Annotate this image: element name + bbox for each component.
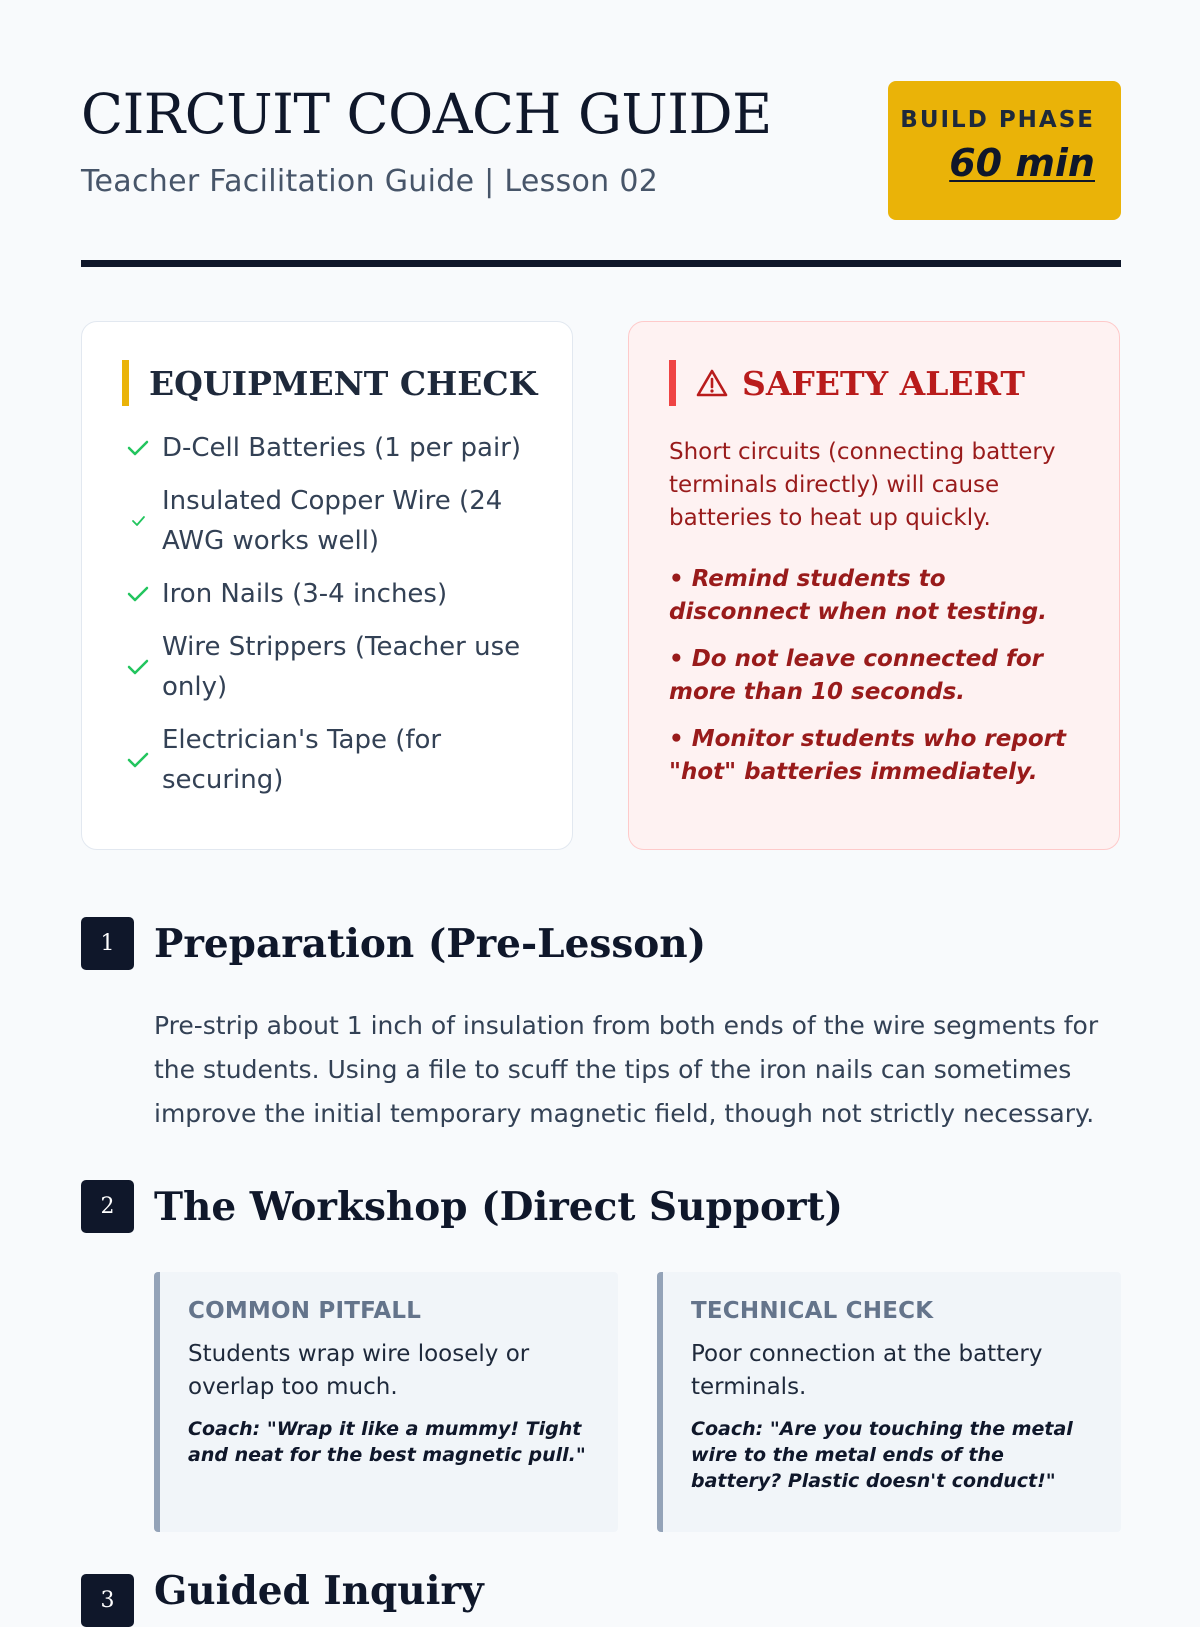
page-header — [81, 0, 1121, 268]
list-item — [122, 720, 532, 800]
section-number: 1 — [81, 917, 134, 970]
equipment-item-label: Iron Nails (3-4 inches) — [162, 579, 448, 609]
equipment-item-label: Electrician's Tape (for securing) — [162, 725, 442, 795]
tip-coach-quote: Coach: "Are you touching the metal wire to the metal ends of the battery? Plastic doesn't conduct!" — [691, 1418, 1073, 1492]
guide-page — [81, 0, 1121, 1614]
equipment-item-label: D-Cell Batteries (1 per pair) — [162, 433, 522, 463]
equipment-title: EQUIPMENT CHECK — [122, 360, 532, 406]
list-item — [122, 574, 532, 614]
section-number: 3 — [81, 1574, 134, 1627]
check-icon — [122, 751, 154, 769]
tip-card-pitfall — [154, 1272, 618, 1532]
section-body: Pre-strip about 1 inch of insulation from both ends of the wire segments for the students. Using a file to scuff the tips of the iron nails can sometimes improve the initial temporary magnetic field, though not strictly necessary. — [154, 1011, 1099, 1128]
safety-body: Short circuits (connecting battery terminals directly) will cause batteries to heat up quickly. — [669, 439, 1056, 531]
check-icon — [122, 585, 154, 603]
info-cards — [81, 321, 1121, 850]
tip-coach-quote: Coach: "Wrap it like a mummy! Tight and neat for the best magnetic pull." — [188, 1418, 586, 1466]
page-title: CIRCUIT COACH GUIDE — [81, 82, 772, 146]
list-item — [122, 627, 532, 707]
equipment-card — [81, 321, 573, 850]
section-title: The Workshop (Direct Support) — [154, 1184, 844, 1230]
safety-bullet: • Monitor students who report "hot" batteries immediately. — [669, 726, 1066, 785]
list-item — [122, 481, 532, 561]
section-title: Preparation (Pre-Lesson) — [154, 921, 707, 967]
header-divider — [81, 260, 1121, 267]
tip-card-technical — [657, 1272, 1121, 1532]
tip-label: TECHNICAL CHECK — [691, 1298, 934, 1324]
tip-text: Poor connection at the battery terminals. — [691, 1341, 1043, 1400]
check-icon — [122, 439, 154, 457]
list-item — [122, 428, 532, 468]
safety-card — [628, 321, 1120, 850]
safety-bullets — [669, 563, 1079, 789]
tip-text: Students wrap wire loosely or overlap too much. — [188, 1341, 530, 1400]
warning-icon — [696, 368, 728, 398]
section-guided-inquiry — [81, 1568, 1121, 1614]
phase-label: BUILD PHASE — [900, 107, 1095, 133]
page-subtitle: Teacher Facilitation Guide | Lesson 02 — [81, 164, 659, 199]
safety-title: SAFETY ALERT — [742, 363, 1025, 403]
workshop-tips — [154, 1272, 1121, 1532]
safety-bullet: • Remind students to disconnect when not testing. — [669, 566, 1047, 625]
safety-heading — [669, 360, 1079, 406]
phase-duration: 60 min — [949, 141, 1095, 185]
section-preparation — [81, 917, 1121, 1137]
tip-label: COMMON PITFALL — [188, 1298, 422, 1324]
safety-bullet: • Do not leave connected for more than 10 seconds. — [669, 646, 1044, 705]
section-number: 2 — [81, 1180, 134, 1233]
section-title: Guided Inquiry — [154, 1568, 484, 1614]
equipment-item-label: Insulated Copper Wire (24 AWG works well) — [162, 486, 503, 556]
phase-badge — [888, 81, 1121, 220]
check-icon — [122, 658, 154, 676]
equipment-item-label: Wire Strippers (Teacher use only) — [162, 632, 521, 702]
check-icon — [122, 512, 154, 530]
section-workshop — [81, 1180, 1121, 1540]
equipment-list — [122, 428, 532, 800]
